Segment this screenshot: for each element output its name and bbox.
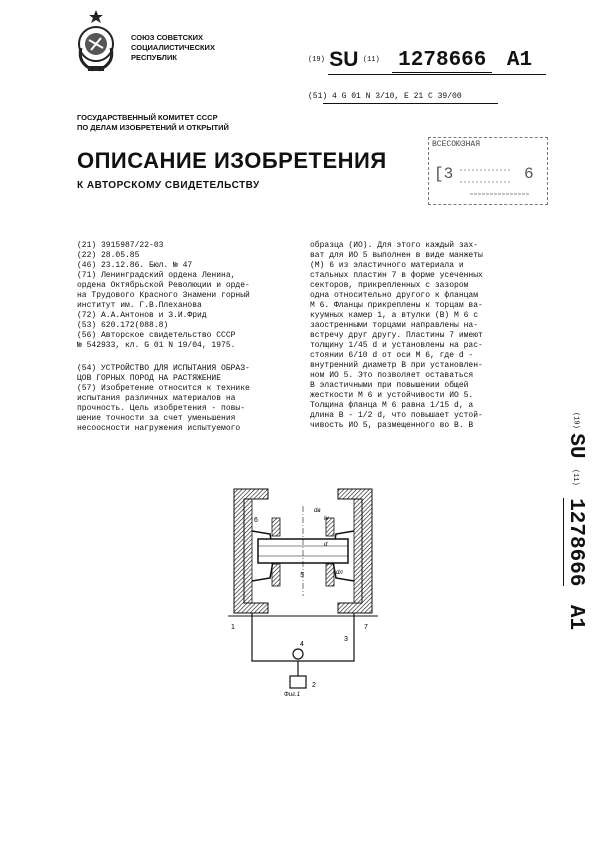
document-subtitle: К АВТОРСКОМУ СВИДЕТЕЛЬСТВУ xyxy=(77,180,260,191)
stamp-marks xyxy=(430,152,544,202)
label-1: 1 xyxy=(231,624,235,631)
label-7: 7 xyxy=(364,624,368,631)
label-d: d xyxy=(324,542,328,548)
patent-number: 1278666 xyxy=(392,49,492,73)
patent-number-line: (19) SU (11) 1278666 A1 xyxy=(308,48,533,72)
country-code: SU xyxy=(329,48,359,71)
svg-text:[3: [3 xyxy=(434,165,454,183)
kind-code: A1 xyxy=(506,48,533,72)
label-2: 2 xyxy=(312,682,316,689)
number-underline xyxy=(328,74,546,75)
document-title: ОПИСАНИЕ ИЗОБРЕТЕНИЯ xyxy=(77,148,387,173)
label-dl: dл xyxy=(336,570,343,576)
figure-caption: Фиг.1 xyxy=(284,692,301,696)
bibliographic-data: (21) 3915987/22-03 (22) 28.05.85 (46) 23.12.86. Бюл. № 47 (71) Ленинградский ордена Ленина, ордена Октябрьской Революции и орде- на Трудового Красного Знамени горный институт им. Г.В.Плеханова (72) А.А.Антонов и З.И.Фрид (53) 620.172(088.8) (56) Авторское свидетельство СССР № 542933, кл. G 01 N 19/04, 1975. xyxy=(77,241,250,350)
ipc-classification: (51) 4 G 01 N 3/10, E 21 C 39/00 xyxy=(308,92,462,101)
org-name: СОЮЗ СОВЕТСКИХ СОЦИАЛИСТИЧЕСКИХ РЕСПУБЛИК xyxy=(131,33,215,62)
ipc-underline xyxy=(323,103,498,104)
ussr-emblem xyxy=(73,8,119,74)
committee-name: ГОСУДАРСТВЕННЫЙ КОМИТЕТ СССР ПО ДЕЛАМ ИЗОБРЕТЕНИЙ И ОТКРЫТИЙ xyxy=(77,113,229,132)
label-6: 6 xyxy=(254,517,258,524)
label-4: 4 xyxy=(300,641,304,648)
label-dv: dв xyxy=(314,508,321,514)
label-3: 3 xyxy=(344,636,348,643)
stamp-label: ВСЕСОЮЗНАЯ xyxy=(432,140,481,149)
abstract-continuation: образца (ИО). Для этого каждый зах- ват для ИО 5 выполнен в виде манжеты (М) 6 из эластичного материала и стальных пластин 7 в форме усеченных секторов, прикрепленных с зазором одна относительно другого к фланцам М 6. Фланцы прикреплены к торцам ва- куумных камер 1, а втулки (В) М 6 с заостренными торцами направлены на- встречу друг другу. Пластины 7 имеют толщину 1/45 d и установлены на рас- стоянии 6/10 d от оси М 6, где d - внутренний диаметр В при установлен- ном ИО 5. Это позволяет оставаться В эластичными при повышении общей жесткости М 6 и устойчивости ИО 5. Толщина фланца М 6 равна 1/15 d, а длина В - 1/2 d, что повышает устой- чивость ИО 5, размещенного во В. В xyxy=(310,241,483,430)
abstract-text: (54) УСТРОЙСТВО ДЛЯ ИСПЫТАНИЯ ОБРАЗ- ЦОВ ГОРНЫХ ПОРОД НА РАСТЯЖЕНИЕ (57) Изобретение относится к технике испытания различных материалов на прочность. Цель изобретения - повы- шение точности за счет уменьшения несоосности нагружения испытуемого xyxy=(77,364,250,433)
label-5: 5 xyxy=(300,572,304,579)
svg-text:6: 6 xyxy=(524,165,534,183)
vertical-patent-number: (19) SU (11) 1278666 A1 xyxy=(564,412,587,631)
label-ln: lн xyxy=(324,516,329,522)
device-drawing xyxy=(228,486,378,696)
